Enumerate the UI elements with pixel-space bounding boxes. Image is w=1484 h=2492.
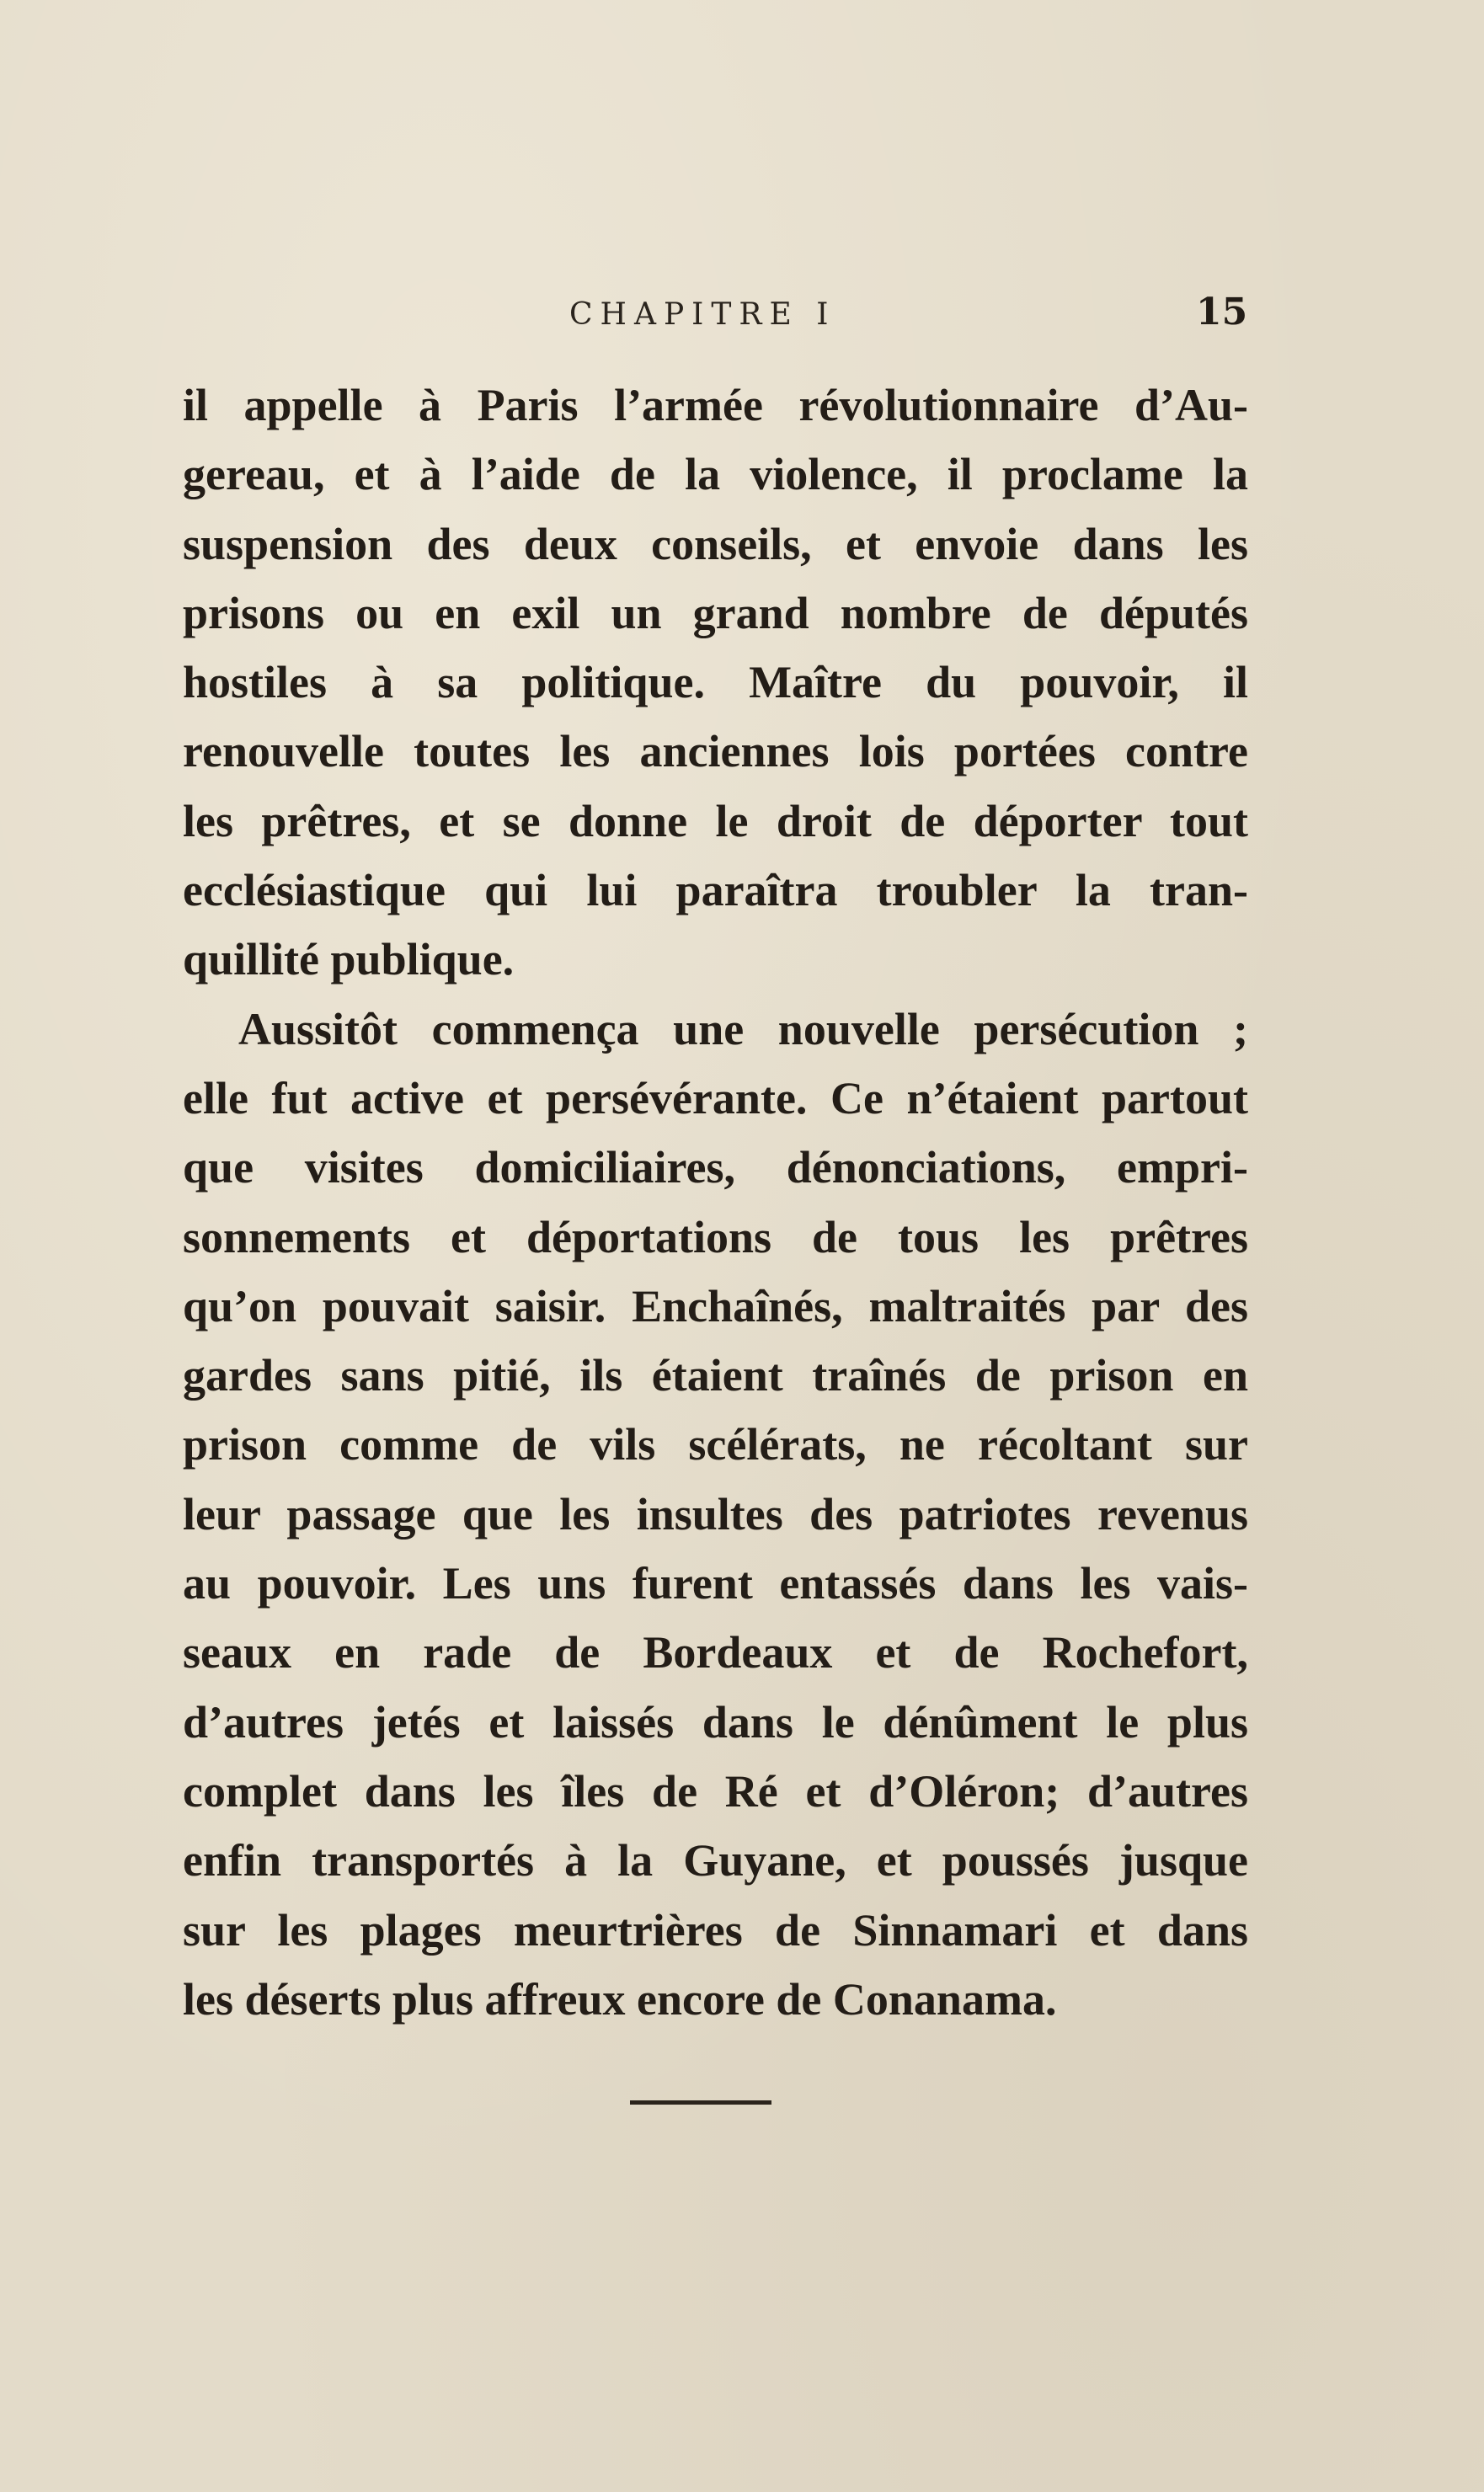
text-line: elle fut active et persévérante. Ce n’étaient partout <box>183 1072 1248 1123</box>
text-line: sur les plages meurtrières de Sinnamari et dans <box>183 1904 1248 1956</box>
text-line: prison comme de vils scélérats, ne récoltant sur <box>183 1419 1248 1470</box>
text-line: leur passage que les insultes des patriotes revenus <box>183 1488 1248 1539</box>
running-title: CHAPITRE I <box>569 297 836 332</box>
text-line: suspension des deux conseils, et envoie dans les <box>183 518 1248 569</box>
page-number: 15 <box>1196 291 1248 334</box>
text-line: gereau, et à l’aide de la violence, il proclame la <box>183 449 1248 500</box>
text-line: enfin transportés à la Guyane, et poussés jusque <box>183 1835 1248 1886</box>
text-line: ecclésiastique qui lui paraîtra troubler la tran- <box>183 865 1248 916</box>
text-line: il appelle à Paris l’armée révolutionnaire d’Au- <box>183 380 1248 430</box>
text-line: Aussitôt commença une nouvelle persécution ; <box>238 1003 1248 1054</box>
text-line: seaux en rade de Bordeaux et de Rochefort, <box>183 1627 1248 1678</box>
text-line: au pouvoir. Les uns furent entassés dans les vais- <box>183 1558 1248 1609</box>
text-line: gardes sans pitié, ils étaient traînés de prison en <box>183 1350 1248 1401</box>
text-line: renouvelle toutes les anciennes lois portées contre <box>183 726 1248 777</box>
text-line: qu’on pouvait saisir. Enchaînés, maltraités par des <box>183 1280 1248 1331</box>
text-line: les déserts plus affreux encore de Conanama. <box>183 1973 1057 2025</box>
text-line: sonnements et déportations de tous les prêtres <box>183 1211 1248 1262</box>
text-line: complet dans les îles de Ré et d’Oléron; d’autres <box>183 1765 1248 1817</box>
text-line: prisons ou en exil un grand nombre de députés <box>183 587 1248 638</box>
page-header <box>0 291 1484 341</box>
end-rule <box>630 2100 771 2105</box>
text-line: quillité publique. <box>183 934 515 985</box>
text-line: d’autres jetés et laissés dans le dénûment le plus <box>183 1696 1248 1748</box>
text-line: hostiles à sa politique. Maître du pouvoir, il <box>183 657 1248 708</box>
text-line: que visites domiciliaires, dénonciations, empri- <box>183 1142 1248 1193</box>
text-line: les prêtres, et se donne le droit de déporter tout <box>183 795 1248 846</box>
body-text <box>183 371 1248 2034</box>
